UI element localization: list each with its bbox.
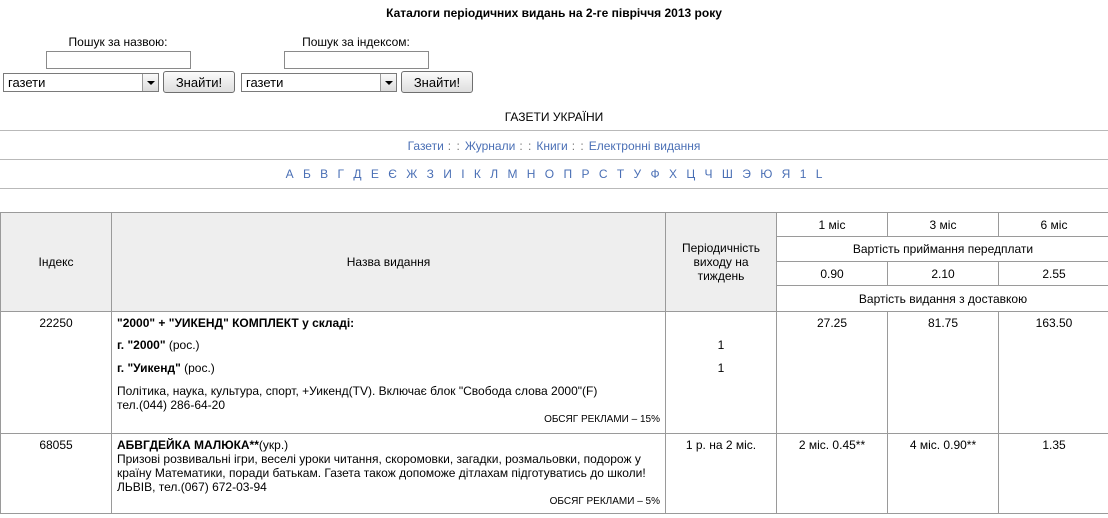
header-month-3: 3 міс [888,213,999,237]
sub-frequency: 1 [717,338,725,352]
alphabet-index [0,167,1108,181]
price-6: 1.35 [999,434,1108,514]
alphabet-letter[interactable]: Р [581,167,590,181]
search-by-index-button[interactable]: Знайти! [401,71,473,93]
header-index: Індекс [1,213,112,312]
catalog-table [0,212,1108,514]
table-row [1,434,1108,514]
alphabet-letter[interactable]: Г [337,167,345,181]
search-by-name-label: Пошук за назвою: [68,35,168,49]
search-by-name-type-select[interactable] [3,73,159,92]
search-by-name-input[interactable] [46,51,191,69]
row-periodicity: 1 р. на 2 міс. [666,434,777,514]
select-value: газети [8,75,46,90]
header-name: Назва видання [112,213,666,312]
header-month-6: 6 міс [999,213,1108,237]
header-periodicity: Періодичність виходу на тиждень [666,213,777,312]
alphabet-letter[interactable]: А [285,167,294,181]
row-description: Призові розвивальні ігри, веселі уроки читання, скоромовки, загадки, розмальовки, подорож у країну Математики, поради батькам. Газета також допоможе дітлахам підготуватись до школи! [117,452,646,480]
alphabet-letter[interactable]: Ф [650,167,660,181]
alphabet-letter[interactable]: С [598,167,608,181]
sub-lang: (рос.) [180,361,215,375]
alphabet-letter[interactable]: И [443,167,452,181]
price-6: 163.50 [999,312,1108,434]
alphabet-letter[interactable]: Е [370,167,379,181]
alphabet-letter[interactable]: Л [490,167,499,181]
row-contact: ЛЬВІВ, тел.(067) 672-03-94 [117,480,267,494]
header-delivery-cost: Вартість видання з доставкою [777,286,1108,312]
row-title: АБВГДЕЙКА МАЛЮКА** [117,438,259,452]
divider [0,130,1108,131]
alphabet-letter[interactable]: В [320,167,329,181]
sub-lang: (рос.) [165,338,200,352]
sub-title: г. "Уикенд" [117,361,181,375]
alphabet-letter[interactable]: Ю [760,167,773,181]
divider [0,159,1108,160]
sub-title: г. "2000" [117,338,166,352]
nav-separator: : : [447,139,461,153]
alphabet-letter[interactable]: Б [302,167,311,181]
row-title: "2000" + "УИКЕНД" КОМПЛЕКТ у складі: [117,316,355,330]
alphabet-letter[interactable]: У [633,167,642,181]
nav-separator: : : [519,139,533,153]
alphabet-letter[interactable]: П [563,167,573,181]
row-description: Політика, наука, культура, спорт, +Уикенд(TV). Включає блок "Свобода слова 2000"(F) [117,384,598,398]
sub-publication [117,361,660,384]
price-3: 81.75 [888,312,999,434]
alphabet-letter[interactable]: Т [616,167,625,181]
alphabet-letter[interactable]: Д [353,167,362,181]
price-3: 4 міс. 0.90** [888,434,999,514]
alphabet-letter[interactable]: Ж [406,167,418,181]
alphabet-letter[interactable]: Х [668,167,677,181]
nav-books[interactable]: Книги [536,139,568,153]
alphabet-letter[interactable]: З [426,167,434,181]
acceptance-value-1: 0.90 [777,262,888,286]
sub-publication [117,338,660,361]
row-lang: (укр.) [258,438,289,452]
select-value: газети [246,75,284,90]
search-by-index-type-select[interactable] [241,73,397,92]
alphabet-letter[interactable]: О [544,167,555,181]
alphabet-letter[interactable]: Є [388,167,397,181]
search-by-name-button[interactable]: Знайти! [163,71,235,93]
section-title: ГАЗЕТИ УКРАЇНИ [504,110,604,124]
divider [0,188,1108,189]
alphabet-letter[interactable]: Н [526,167,536,181]
row-index: 68055 [1,434,112,514]
row-index: 22250 [1,312,112,434]
search-by-index-label: Пошук за індексом: [302,35,410,49]
ad-share: ОБСЯГ РЕКЛАМИ – 15% [544,414,660,425]
row-title-line [117,438,660,452]
price-1: 2 міс. 0.45** [777,434,888,514]
nav-newspapers[interactable]: Газети [407,139,444,153]
search-by-index-input[interactable] [284,51,429,69]
alphabet-letter[interactable]: L [815,167,823,181]
acceptance-value-3: 2.10 [888,262,999,286]
header-month-1: 1 міс [777,213,888,237]
catalog-nav [0,139,1108,153]
alphabet-letter[interactable]: К [473,167,481,181]
nav-electronic[interactable]: Електронні видання [588,139,701,153]
alphabet-letter[interactable]: Э [742,167,751,181]
nav-magazines[interactable]: Журнали [464,139,516,153]
alphabet-letter[interactable]: Ц [686,167,696,181]
acceptance-value-6: 2.55 [999,262,1108,286]
row-contact: тел.(044) 286-64-20 [117,398,226,412]
alphabet-letter[interactable]: Ш [721,167,733,181]
chevron-down-icon[interactable] [142,74,158,91]
chevron-down-icon[interactable] [380,74,396,91]
alphabet-letter[interactable]: Я [781,167,791,181]
nav-separator: : : [571,139,585,153]
page-title: Каталоги періодичних видань на 2-ге півріччя 2013 року [386,6,722,20]
alphabet-letter[interactable]: М [507,167,518,181]
alphabet-letter[interactable]: І [461,167,465,181]
table-row [1,312,1108,434]
alphabet-letter[interactable]: Ч [704,167,713,181]
row-publication [112,312,666,434]
row-publication [112,434,666,514]
ad-share: ОБСЯГ РЕКЛАМИ – 5% [549,496,660,507]
alphabet-letter[interactable]: 1 [799,167,807,181]
header-acceptance-cost: Вартість приймання передплати [777,237,1108,262]
sub-frequency: 1 [717,361,725,375]
price-1: 27.25 [777,312,888,434]
row-periodicity [666,312,777,434]
